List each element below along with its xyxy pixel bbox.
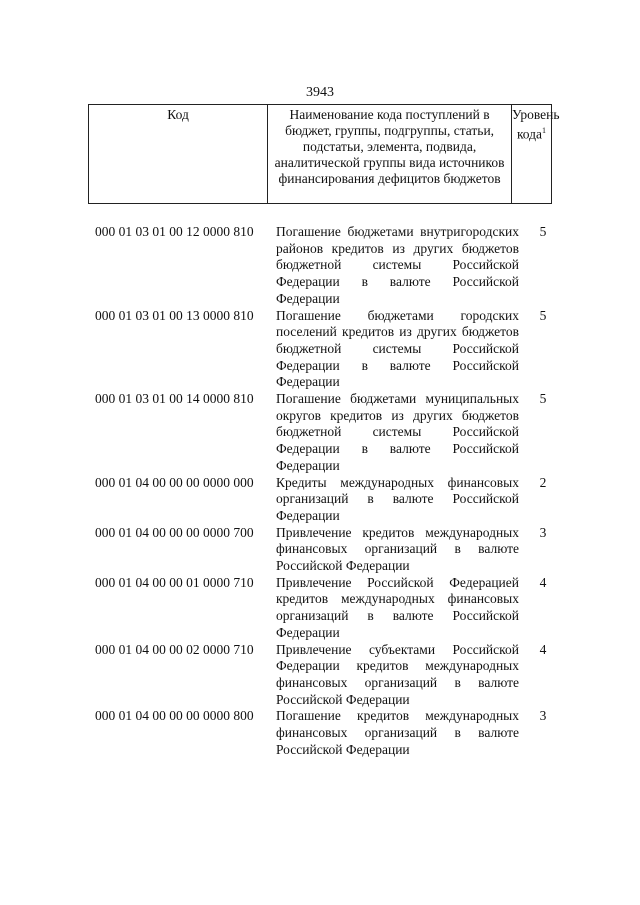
table-row <box>95 708 575 758</box>
row-level: 5 <box>539 307 547 323</box>
row-level: 5 <box>539 391 547 407</box>
table-row <box>95 224 575 308</box>
table-row <box>95 575 575 642</box>
row-code: 000 01 03 01 00 12 0000 810 <box>95 224 254 239</box>
row-name: Привлечение Российской Федерацией кредитов международных финансовых организаций в валюте Российской Федерации <box>276 574 519 640</box>
header-code: Код <box>89 105 268 203</box>
row-level: 2 <box>539 474 547 490</box>
row-name: Погашение бюджетами городских поселений кредитов из других бюджетов бюджетной системы Российской Федерации в валюте Российской Федерации <box>276 307 519 390</box>
page-number: 3943 <box>306 85 334 100</box>
row-name: Погашение кредитов международных финансовых организаций в валюте Российской Федерации <box>276 708 519 757</box>
table-header <box>88 104 560 204</box>
row-code: 000 01 04 00 00 02 0000 710 <box>95 641 254 657</box>
row-level: 3 <box>539 524 547 540</box>
row-code: 000 01 04 00 00 00 0000 000 <box>95 474 254 490</box>
header-name: Наименование кода поступлений в бюджет, группы, подгруппы, статьи, подстатьи, элемента, подвида, аналитической группы вида источников финансирования дефицитов бюджетов <box>268 105 512 203</box>
row-level: 5 <box>539 224 547 239</box>
row-code: 000 01 04 00 00 00 0000 800 <box>95 708 254 724</box>
table-body <box>95 224 575 759</box>
row-name: Погашение бюджетами внутригородских районов кредитов из других бюджетов бюджетной системы Российской Федерации в валюте Российской Федерации <box>276 224 519 306</box>
row-code: 000 01 04 00 00 00 0000 700 <box>95 524 254 540</box>
header-level-footnote: 1 <box>542 126 547 135</box>
table-row <box>95 391 575 475</box>
row-name: Погашение бюджетами муниципальных округов кредитов из других бюджетов бюджетной системы Российской Федерации в валюте Российской Федерации <box>276 391 519 473</box>
header-level <box>512 105 560 203</box>
table-row <box>95 308 575 392</box>
table-row <box>95 475 575 525</box>
row-level: 3 <box>539 708 547 724</box>
row-name: Кредиты международных финансовых организаций в валюте Российской Федерации <box>276 474 519 523</box>
header-level-label: Уровень кода <box>512 107 560 142</box>
row-name: Привлечение субъектами Российской Федерации кредитов международных финансовых организаций в валюте Российской Федерации <box>276 641 519 707</box>
row-level: 4 <box>539 641 547 657</box>
row-code: 000 01 03 01 00 14 0000 810 <box>95 391 254 407</box>
row-level: 4 <box>539 574 547 590</box>
table-row <box>95 525 575 575</box>
row-name: Привлечение кредитов международных финансовых организаций в валюте Российской Федерации <box>276 524 519 574</box>
row-code: 000 01 03 01 00 13 0000 810 <box>95 307 254 323</box>
row-code: 000 01 04 00 00 01 0000 710 <box>95 574 254 590</box>
table-row <box>95 642 575 709</box>
